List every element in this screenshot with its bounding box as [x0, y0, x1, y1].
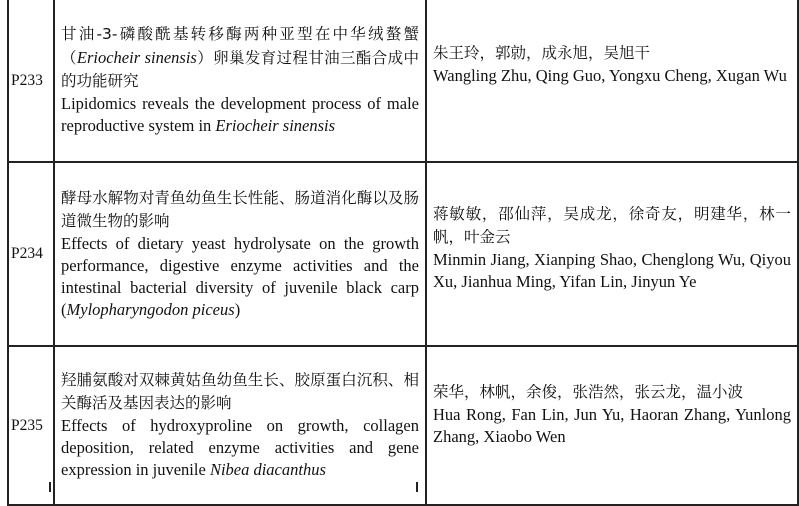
title-english: [61, 233, 419, 321]
title-chinese: [61, 369, 419, 415]
authors-cell: [426, 0, 798, 162]
paper-title-cell: [54, 0, 426, 162]
title-english: [61, 93, 419, 137]
title-english-text: Effects of hydroxyproline on growth, collagen deposition, related enzyme activities and gene expression in juvenile: [61, 416, 419, 479]
title-chinese-text: 羟脯氨酸对双棘黄姑鱼幼鱼生长、胶原蛋白沉积、相关酶活及基因表达的影响: [61, 371, 419, 412]
species-name: Eriocheir sinensis: [76, 48, 197, 67]
authors-cell: [426, 162, 798, 346]
title-chinese-text: 甘油-3-磷酸酰基转移酶两种亚型在中华绒螯蟹（: [61, 25, 419, 67]
title-chinese-text: ）卵巢发育过程甘油三酯合成中的功能研究: [61, 49, 419, 90]
title-english-text: Lipidomics reveals the development process of male reproductive system in: [61, 94, 419, 135]
column-divider: [416, 482, 418, 492]
title-chinese: [61, 23, 419, 93]
table-row: [8, 162, 798, 346]
title-english-text: Effects of dietary yeast hydrolysate on the growth performance, digestive enzyme activities and the intestinal bacterial diversity of juvenile black carp (: [61, 233, 419, 319]
authors-english: Wangling Zhu, Qing Guo, Yongxu Cheng, Xugan Wu: [433, 66, 787, 85]
table-row: [8, 0, 798, 162]
title-english-text: ): [234, 299, 241, 319]
authors-chinese: 蒋敏敏，邵仙萍，吴成龙，徐奇友，明建华，林一帆，叶金云: [433, 205, 791, 246]
species-name: Nibea diacanthus: [209, 460, 326, 479]
paper-id: P233: [8, 0, 54, 162]
authors-chinese: 荣华，林帆，余俊，张浩然，张云龙，温小波: [433, 383, 744, 401]
authors-chinese: 朱王玲，郭勍，成永旭，吴旭干: [433, 44, 651, 62]
next-row-edge: [7, 482, 799, 492]
abstract-index-table: [7, 0, 799, 506]
authors-english: Minmin Jiang, Xianping Shao, Chenglong Wu, Qiyou Xu, Jianhua Ming, Yifan Lin, Jinyun Ye: [433, 250, 791, 291]
authors-english: Hua Rong, Fan Lin, Jun Yu, Haoran Zhang, Yunlong Zhang, Xiaobo Wen: [433, 405, 791, 446]
paper-id: P235: [8, 346, 54, 505]
column-divider: [49, 482, 51, 492]
title-chinese: [61, 187, 419, 233]
paper-id: P234: [8, 162, 54, 346]
species-name: Mylopharyngodon piceus: [66, 299, 235, 319]
title-english: [61, 415, 419, 481]
species-name: Eriocheir sinensis: [215, 116, 336, 135]
title-chinese-text: 酵母水解物对青鱼幼鱼生长性能、肠道消化酶以及肠道微生物的影响: [61, 188, 419, 230]
paper-title-cell: [54, 162, 426, 346]
